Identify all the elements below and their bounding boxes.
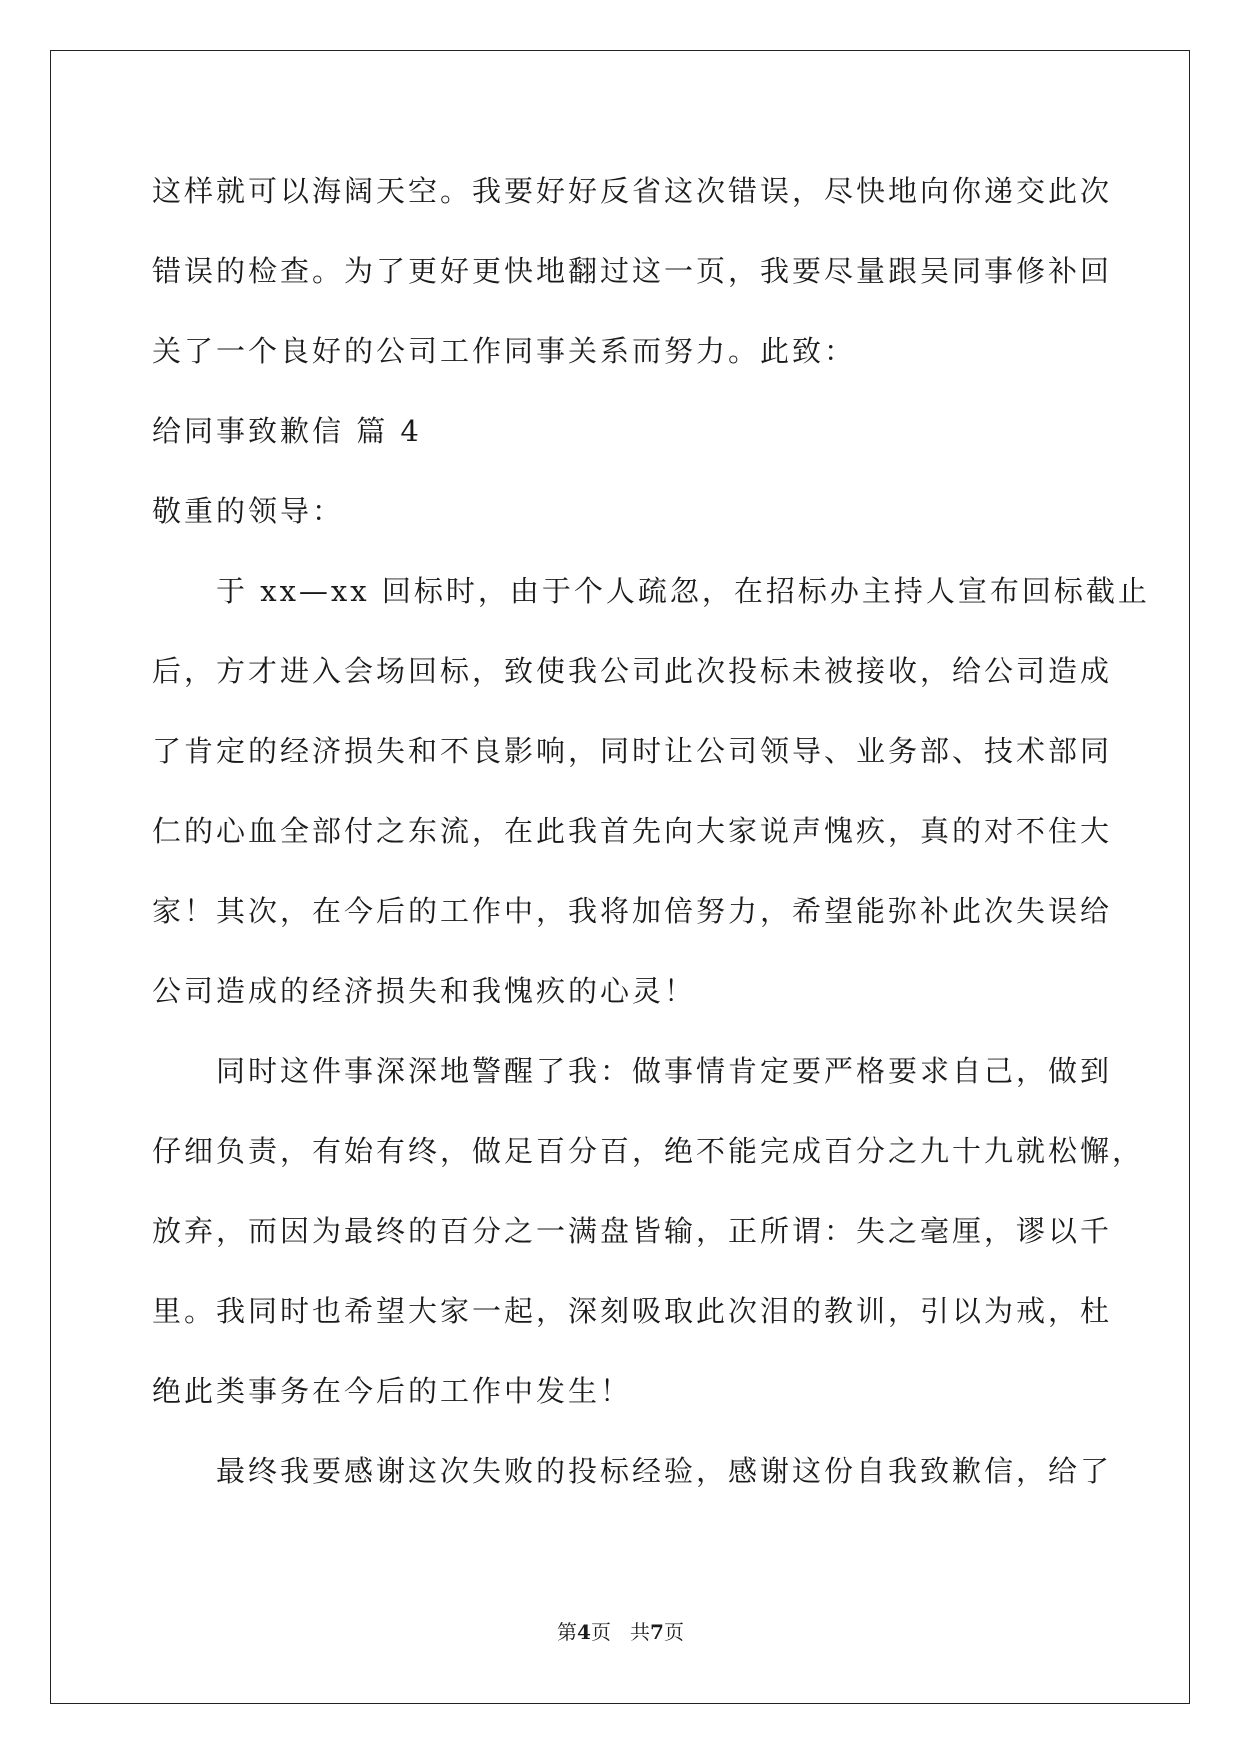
body-line-13: 仔细负责，有始有终，做足百分百，绝不能完成百分之九十九就松懈， <box>152 1134 1145 1168</box>
body-line-2: 错误的检查。为了更好更快地翻过这一页，我要尽量跟吴同事修补回 <box>152 254 1113 288</box>
section-heading: 给同事致歉信 篇 4 <box>152 414 422 448</box>
body-line-7: 后，方才进入会场回标，致使我公司此次投标未被接收，给公司造成 <box>152 654 1113 688</box>
body-line-14: 放弃，而因为最终的百分之一满盘皆输，正所谓：失之毫厘，谬以千 <box>152 1214 1113 1248</box>
page-footer <box>0 1620 1241 1644</box>
body-line-17: 最终我要感谢这次失败的投标经验，感谢这份自我致歉信，给了 <box>152 1454 1113 1488</box>
body-line-11: 公司造成的经济损失和我愧疚的心灵！ <box>152 974 697 1008</box>
footer-page-suffix: 页 <box>590 1620 611 1644</box>
body-line-10: 家！其次，在今后的工作中，我将加倍努力，希望能弥补此次失误给 <box>152 894 1113 928</box>
body-line-15: 里。我同时也希望大家一起，深刻吸取此次泪的教训，引以为戒，杜 <box>152 1294 1113 1328</box>
salutation: 敬重的领导： <box>152 494 345 528</box>
body-line-1: 这样就可以海阔天空。我要好好反省这次错误，尽快地向你递交此次 <box>152 174 1113 208</box>
footer-page-prefix: 第 <box>557 1620 578 1644</box>
body-line-3: 关了一个良好的公司工作同事关系而努力。此致： <box>152 334 857 368</box>
body-line-16: 绝此类事务在今后的工作中发生！ <box>152 1374 633 1408</box>
body-line-12: 同时这件事深深地警醒了我：做事情肯定要严格要求自己，做到 <box>152 1054 1113 1088</box>
footer-total-suffix: 页 <box>663 1620 684 1644</box>
body-line-6: 于 xx—xx 回标时，由于个人疏忽，在招标办主持人宣布回标截止 <box>152 574 1150 608</box>
footer-total-prefix: 共 <box>630 1620 651 1644</box>
body-line-9: 仁的心血全部付之东流，在此我首先向大家说声愧疚，真的对不住大 <box>152 814 1113 848</box>
footer-total-number: 7 <box>650 1620 664 1644</box>
footer-page-number: 4 <box>577 1620 591 1644</box>
body-line-8: 了肯定的经济损失和不良影响，同时让公司领导、业务部、技术部同 <box>152 734 1113 768</box>
